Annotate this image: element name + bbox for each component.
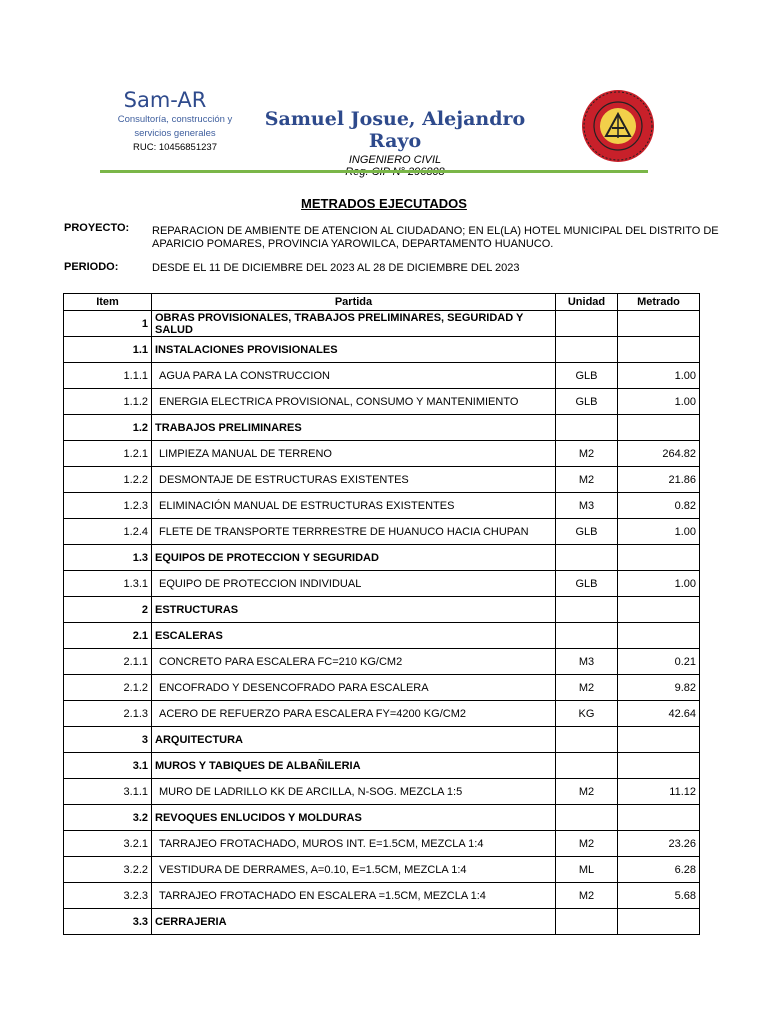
partida-cell-text: TARRAJEO FROTACHADO EN ESCALERA =1.5CM, MEZCLA 1:4 <box>159 889 486 902</box>
partida-cell-text: ESCALERAS <box>155 629 223 642</box>
table-header-row <box>64 294 700 311</box>
partida-cell <box>152 415 556 441</box>
unidad-cell-text: M3 <box>578 655 595 668</box>
partida-cell <box>152 467 556 493</box>
table-row <box>64 779 700 805</box>
metrado-cell <box>618 727 700 753</box>
item-cell-text: 2.1.2 <box>123 681 148 694</box>
table-row <box>64 727 700 753</box>
item-cell-text: 3.2.2 <box>123 863 148 876</box>
metrado-cell-text: 6.28 <box>674 863 696 876</box>
partida-cell <box>152 883 556 909</box>
table-row <box>64 389 700 415</box>
unidad-cell <box>556 623 618 649</box>
item-cell-text: 3.3 <box>132 915 148 928</box>
item-cell-text: 1.1.1 <box>123 369 148 382</box>
unidad-cell-text: KG <box>578 707 595 720</box>
partida-cell-text: VESTIDURA DE DERRAMES, A=0.10, E=1.5CM, MEZCLA 1:4 <box>159 863 467 876</box>
table-row <box>64 909 700 935</box>
item-cell-text: 1.2.1 <box>123 447 148 460</box>
partida-cell-text: FLETE DE TRANSPORTE TERRRESTRE DE HUANUCO HACIA CHUPAN <box>159 525 529 538</box>
metrado-cell <box>618 545 700 571</box>
table-row <box>64 753 700 779</box>
unidad-cell-text: ML <box>578 863 595 876</box>
table-row <box>64 571 700 597</box>
metrado-cell <box>618 753 700 779</box>
partida-cell <box>152 519 556 545</box>
period-value: DESDE EL 11 DE DICIEMBRE DEL 2023 AL 28 DE DICIEMBRE DEL 2023 <box>152 262 520 274</box>
partida-cell-text: EQUIPOS DE PROTECCION Y SEGURIDAD <box>155 551 379 564</box>
table-row <box>64 467 700 493</box>
partida-cell-text: OBRAS PROVISIONALES, TRABAJOS PRELIMINARES, SEGURIDAD Y SALUD <box>155 311 524 336</box>
metrado-cell <box>618 311 700 337</box>
metrado-cell <box>618 389 700 415</box>
unidad-cell-text: M2 <box>578 681 595 694</box>
partida-cell-text: ARQUITECTURA <box>155 733 243 746</box>
unidad-cell <box>556 883 618 909</box>
metrado-cell <box>618 415 700 441</box>
partida-cell <box>152 363 556 389</box>
item-cell-text: 3.1 <box>132 759 148 772</box>
unidad-cell <box>556 363 618 389</box>
table-row <box>64 545 700 571</box>
table-row <box>64 623 700 649</box>
metrado-cell <box>618 363 700 389</box>
metrado-cell-text: 0.82 <box>674 499 696 512</box>
unidad-cell <box>556 597 618 623</box>
metrado-cell-text: 21.86 <box>668 473 696 486</box>
table-row <box>64 857 700 883</box>
table-row <box>64 493 700 519</box>
item-cell-text: 3.2.1 <box>123 837 148 850</box>
unidad-cell <box>556 701 618 727</box>
partida-cell <box>152 857 556 883</box>
item-cell <box>64 519 152 545</box>
column-header-unidad: Unidad <box>556 294 618 311</box>
unidad-cell-text: M2 <box>578 785 595 798</box>
item-cell-text: 1.2.4 <box>123 525 148 538</box>
metrado-cell <box>618 441 700 467</box>
item-cell <box>64 337 152 363</box>
brand-block <box>100 88 250 153</box>
item-cell <box>64 571 152 597</box>
unidad-cell-text: M2 <box>578 837 595 850</box>
unidad-cell-text: GLB <box>575 369 598 382</box>
table-row <box>64 363 700 389</box>
partida-cell <box>152 779 556 805</box>
table-row <box>64 701 700 727</box>
partida-cell <box>152 805 556 831</box>
item-cell <box>64 883 152 909</box>
table-row <box>64 415 700 441</box>
item-cell-text: 1.3.1 <box>123 577 148 590</box>
metrado-cell <box>618 467 700 493</box>
partida-cell-text: ESTRUCTURAS <box>155 603 239 616</box>
period-label: PERIODO: <box>64 261 119 273</box>
metrado-cell <box>618 675 700 701</box>
table-row <box>64 311 700 337</box>
item-cell-text: 2.1.1 <box>123 655 148 668</box>
item-cell <box>64 363 152 389</box>
metrado-cell <box>618 623 700 649</box>
unidad-cell-text: GLB <box>575 395 598 408</box>
metrado-cell <box>618 883 700 909</box>
table-row <box>64 805 700 831</box>
item-cell-text: 1.1.2 <box>123 395 148 408</box>
document-title: METRADOS EJECUTADOS <box>301 196 467 211</box>
metrado-cell-text: 23.26 <box>668 837 696 850</box>
engineer-name: Samuel Josue, Alejandro Rayo <box>264 108 526 152</box>
partida-cell-text: TRABAJOS PRELIMINARES <box>155 421 302 434</box>
item-cell <box>64 545 152 571</box>
item-cell-text: 1.2.2 <box>123 473 148 486</box>
item-cell-text: 3 <box>141 733 148 746</box>
item-cell-text: 3.2 <box>132 811 148 824</box>
unidad-cell <box>556 493 618 519</box>
unidad-cell <box>556 831 618 857</box>
item-cell-text: 2 <box>141 603 148 616</box>
unidad-cell-text: GLB <box>575 577 598 590</box>
item-cell <box>64 727 152 753</box>
unidad-cell <box>556 519 618 545</box>
unidad-cell <box>556 415 618 441</box>
unidad-cell-text: M3 <box>578 499 595 512</box>
metrado-cell-text: 11.12 <box>669 785 696 798</box>
metrado-cell <box>618 597 700 623</box>
metrado-cell <box>618 701 700 727</box>
metrado-cell-text: 5.68 <box>674 889 696 902</box>
item-cell <box>64 831 152 857</box>
item-cell <box>64 311 152 337</box>
metrado-cell-text: 1.00 <box>674 525 696 538</box>
unidad-cell <box>556 389 618 415</box>
metrado-cell-text: 0.21 <box>674 655 696 668</box>
table-row <box>64 649 700 675</box>
table-row <box>64 441 700 467</box>
item-cell <box>64 623 152 649</box>
item-cell-text: 1 <box>141 317 148 330</box>
partida-cell-text: AGUA PARA LA CONSTRUCCION <box>159 369 330 382</box>
table-row <box>64 831 700 857</box>
column-header-partida: Partida <box>152 294 556 311</box>
partida-cell-text: TARRAJEO FROTACHADO, MUROS INT. E=1.5CM, MEZCLA 1:4 <box>159 837 484 850</box>
item-cell <box>64 597 152 623</box>
item-cell-text: 1.1 <box>132 343 148 356</box>
item-cell <box>64 753 152 779</box>
item-cell-text: 1.3 <box>132 551 148 564</box>
item-cell <box>64 805 152 831</box>
partida-cell <box>152 909 556 935</box>
table-row <box>64 337 700 363</box>
partida-cell-text: MURO DE LADRILLO KK DE ARCILLA, N-SOG. MEZCLA 1:5 <box>159 785 463 798</box>
partida-cell-text: ELIMINACIÓN MANUAL DE ESTRUCTURAS EXISTENTES <box>159 499 455 512</box>
metrado-cell <box>618 831 700 857</box>
item-cell <box>64 779 152 805</box>
engineer-block <box>260 108 530 178</box>
brand-name: Sam-AR <box>123 88 207 112</box>
unidad-cell <box>556 441 618 467</box>
unidad-cell-text: M2 <box>578 447 595 460</box>
partida-cell <box>152 831 556 857</box>
item-cell <box>64 649 152 675</box>
item-cell <box>64 857 152 883</box>
unidad-cell <box>556 909 618 935</box>
partida-cell <box>152 545 556 571</box>
partida-cell <box>152 727 556 753</box>
metrado-cell <box>618 493 700 519</box>
project-label: PROYECTO: <box>64 222 130 234</box>
engineering-college-seal-icon <box>580 88 656 164</box>
brand-tagline-2: servicios generales <box>134 128 216 139</box>
unidad-cell <box>556 727 618 753</box>
brand-tagline-1: Consultoría, construcción y <box>117 114 233 125</box>
partida-cell-text: ACERO DE REFUERZO PARA ESCALERA FY=4200 KG/CM2 <box>159 707 466 720</box>
partida-cell <box>152 389 556 415</box>
item-cell <box>64 389 152 415</box>
header-divider <box>100 170 648 173</box>
project-line-2: APARICIO POMARES, PROVINCIA YAROWILCA, DEPARTAMENTO HUANUCO. <box>152 238 554 250</box>
metrado-cell <box>618 519 700 545</box>
unidad-cell <box>556 675 618 701</box>
metrado-cell <box>618 805 700 831</box>
metrado-cell <box>618 337 700 363</box>
partida-cell-text: ENERGIA ELECTRICA PROVISIONAL, CONSUMO Y MANTENIMIENTO <box>159 395 519 408</box>
unidad-cell <box>556 311 618 337</box>
column-header-metrado: Metrado <box>618 294 700 311</box>
unidad-cell-text: M2 <box>578 473 595 486</box>
item-cell-text: 2.1.3 <box>123 707 148 720</box>
metrado-cell-text: 1.00 <box>674 577 696 590</box>
partida-cell-text: MUROS Y TABIQUES DE ALBAÑILERIA <box>155 759 361 772</box>
metrado-cell-text: 42.64 <box>668 707 696 720</box>
project-line-1: REPARACION DE AMBIENTE DE ATENCION AL CIUDADANO; EN EL(LA) HOTEL MUNICIPAL DEL DISTRITO DE <box>152 225 719 237</box>
partida-cell <box>152 597 556 623</box>
item-cell <box>64 701 152 727</box>
table-body <box>64 311 700 935</box>
partida-cell <box>152 493 556 519</box>
table-row <box>64 675 700 701</box>
table-row <box>64 597 700 623</box>
partida-cell-text: CERRAJERIA <box>155 915 227 928</box>
item-cell-text: 1.2 <box>132 421 148 434</box>
item-cell-text: 3.1.1 <box>123 785 148 798</box>
partida-cell <box>152 337 556 363</box>
unidad-cell <box>556 467 618 493</box>
partida-cell <box>152 571 556 597</box>
partida-cell <box>152 311 556 337</box>
metrado-cell <box>618 571 700 597</box>
unidad-cell <box>556 753 618 779</box>
partida-cell-text: CONCRETO PARA ESCALERA FC=210 KG/CM2 <box>159 655 403 668</box>
unidad-cell <box>556 571 618 597</box>
partida-cell <box>152 623 556 649</box>
item-cell <box>64 415 152 441</box>
unidad-cell <box>556 779 618 805</box>
partida-cell-text: EQUIPO DE PROTECCION INDIVIDUAL <box>159 577 362 590</box>
item-cell <box>64 441 152 467</box>
unidad-cell <box>556 857 618 883</box>
partida-cell <box>152 701 556 727</box>
item-cell-text: 3.2.3 <box>123 889 148 902</box>
partida-cell-text: INSTALACIONES PROVISIONALES <box>155 343 338 356</box>
partida-cell-text: ENCOFRADO Y DESENCOFRADO PARA ESCALERA <box>159 681 429 694</box>
table-row <box>64 883 700 909</box>
partida-cell <box>152 649 556 675</box>
brand-ruc: RUC: 10456851237 <box>133 142 217 153</box>
metrado-cell <box>618 779 700 805</box>
metrado-cell <box>618 909 700 935</box>
unidad-cell <box>556 545 618 571</box>
engineer-title: INGENIERO CIVIL <box>348 154 442 166</box>
metrado-cell <box>618 857 700 883</box>
unidad-cell <box>556 337 618 363</box>
partida-cell-text: DESMONTAJE DE ESTRUCTURAS EXISTENTES <box>159 473 409 486</box>
metrado-cell-text: 9.82 <box>674 681 696 694</box>
partida-cell <box>152 441 556 467</box>
column-header-item: Item <box>64 294 152 311</box>
item-cell <box>64 675 152 701</box>
item-cell <box>64 909 152 935</box>
item-cell <box>64 467 152 493</box>
metrado-cell-text: 264.82 <box>662 447 696 460</box>
partida-cell <box>152 753 556 779</box>
partida-cell <box>152 675 556 701</box>
item-cell <box>64 493 152 519</box>
partida-cell-text: REVOQUES ENLUCIDOS Y MOLDURAS <box>155 811 362 824</box>
metrado-cell-text: 1.00 <box>674 395 696 408</box>
unidad-cell-text: GLB <box>575 525 598 538</box>
partida-cell-text: LIMPIEZA MANUAL DE TERRENO <box>159 447 332 460</box>
letterhead <box>100 88 680 174</box>
table-row <box>64 519 700 545</box>
unidad-cell <box>556 805 618 831</box>
metrado-cell <box>618 649 700 675</box>
unidad-cell-text: M2 <box>578 889 595 902</box>
metrado-cell-text: 1.00 <box>674 369 696 382</box>
unidad-cell <box>556 649 618 675</box>
metrados-table <box>63 293 700 935</box>
item-cell-text: 1.2.3 <box>123 499 148 512</box>
item-cell-text: 2.1 <box>132 629 148 642</box>
